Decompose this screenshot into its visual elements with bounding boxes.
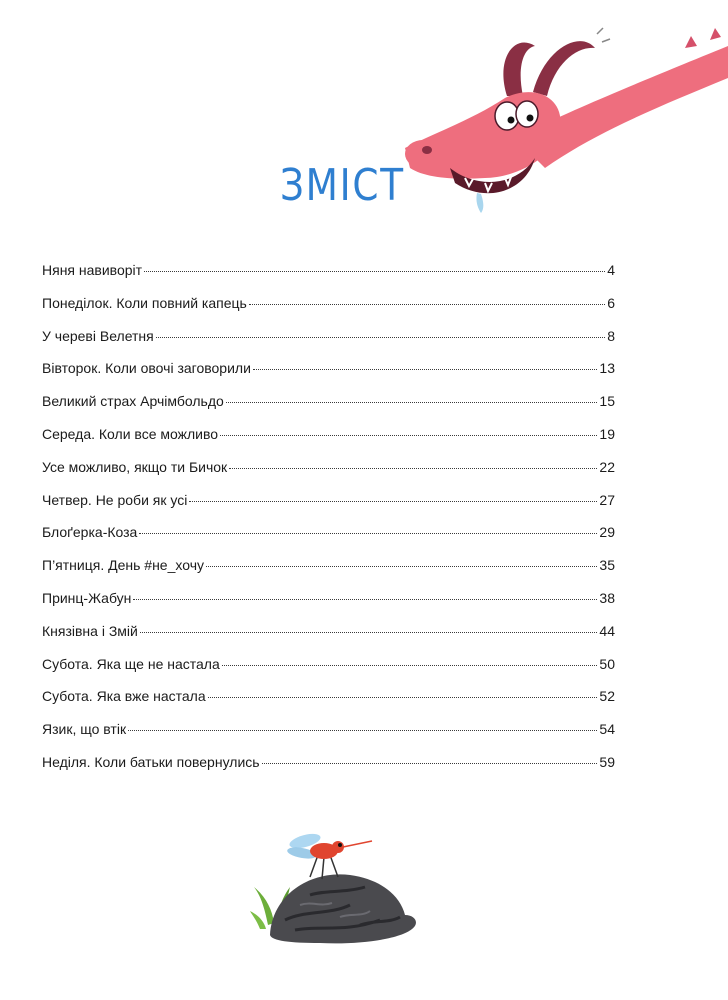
dot-leader	[208, 697, 598, 698]
dragon-illustration	[395, 18, 728, 223]
toc-entry[interactable]	[42, 426, 615, 459]
toc-entry[interactable]	[42, 524, 615, 557]
toc-entry-title: Вівторок. Коли овочі заговорили	[42, 360, 251, 377]
toc-entry[interactable]	[42, 721, 615, 754]
toc-entry-page: 35	[599, 557, 615, 574]
dot-leader	[189, 501, 597, 502]
toc-entry-page: 59	[599, 753, 615, 770]
mosquito-on-rock-illustration	[250, 825, 420, 950]
toc-entry-page: 38	[599, 589, 615, 606]
dot-leader	[140, 632, 598, 633]
toc-entry-title: Середа. Коли все можливо	[42, 425, 219, 442]
toc-entry-title: Четвер. Не роби як усі	[42, 491, 188, 508]
toc-entry-title: Великий страх Арчімбольдо	[42, 393, 224, 410]
toc-entry[interactable]	[42, 688, 615, 721]
dot-leader	[128, 730, 597, 731]
toc-entry[interactable]	[42, 328, 615, 361]
dot-leader	[226, 402, 598, 403]
dot-leader	[139, 533, 597, 534]
dot-leader	[156, 337, 605, 338]
toc-entry[interactable]	[42, 459, 615, 492]
toc-entry-page: 15	[599, 393, 615, 410]
toc-entry-title: У череві Велетня	[42, 327, 154, 344]
dot-leader	[262, 763, 598, 764]
dot-leader	[220, 435, 597, 436]
dot-leader	[229, 468, 597, 469]
dot-leader	[249, 304, 605, 305]
toc-entry-page: 22	[599, 458, 615, 475]
toc-entry-page: 8	[607, 327, 615, 344]
dot-leader	[144, 271, 605, 272]
toc-entry[interactable]	[42, 262, 615, 295]
toc-entry-title: Субота. Яка ще не настала	[42, 655, 220, 672]
toc-entry[interactable]	[42, 557, 615, 590]
toc-entry[interactable]	[42, 393, 615, 426]
page-title: ЗМІСТ	[280, 160, 405, 211]
toc-entry-title: Князівна і Змій	[42, 622, 138, 639]
toc-entry-page: 19	[599, 425, 615, 442]
toc-entry[interactable]	[42, 623, 615, 656]
toc-entry[interactable]	[42, 754, 615, 787]
toc-entry-page: 13	[599, 360, 615, 377]
toc-entry-page: 52	[599, 688, 615, 705]
toc-entry[interactable]	[42, 492, 615, 525]
toc-entry-title: Язик, що втік	[42, 721, 127, 738]
table-of-contents	[42, 262, 615, 787]
toc-entry-title: Блоґерка-Коза	[42, 524, 138, 541]
dot-leader	[222, 665, 598, 666]
toc-entry-page: 54	[599, 721, 615, 738]
toc-entry-title: Понеділок. Коли повний капець	[42, 294, 247, 311]
dot-leader	[253, 369, 598, 370]
toc-entry-page: 50	[599, 655, 615, 672]
toc-entry[interactable]	[42, 590, 615, 623]
toc-entry-title: П’ятниця. День #не_хочу	[42, 557, 204, 574]
toc-entry-title: Принц-Жабун	[42, 589, 132, 606]
toc-entry-page: 4	[607, 262, 615, 278]
toc-entry-title: Няня навиворіт	[42, 262, 143, 278]
dot-leader	[206, 566, 597, 567]
dot-leader	[133, 599, 597, 600]
toc-entry-page: 27	[599, 491, 615, 508]
toc-entry[interactable]	[42, 656, 615, 689]
toc-entry-title: Неділя. Коли батьки повернулись	[42, 753, 260, 770]
toc-entry[interactable]	[42, 360, 615, 393]
toc-entry-page: 44	[599, 622, 615, 639]
toc-entry-title: Субота. Яка вже настала	[42, 688, 206, 705]
toc-entry-page: 6	[607, 294, 615, 311]
toc-entry-title: Усе можливо, якщо ти Бичок	[42, 458, 228, 475]
toc-entry[interactable]	[42, 295, 615, 328]
toc-entry-page: 29	[599, 524, 615, 541]
